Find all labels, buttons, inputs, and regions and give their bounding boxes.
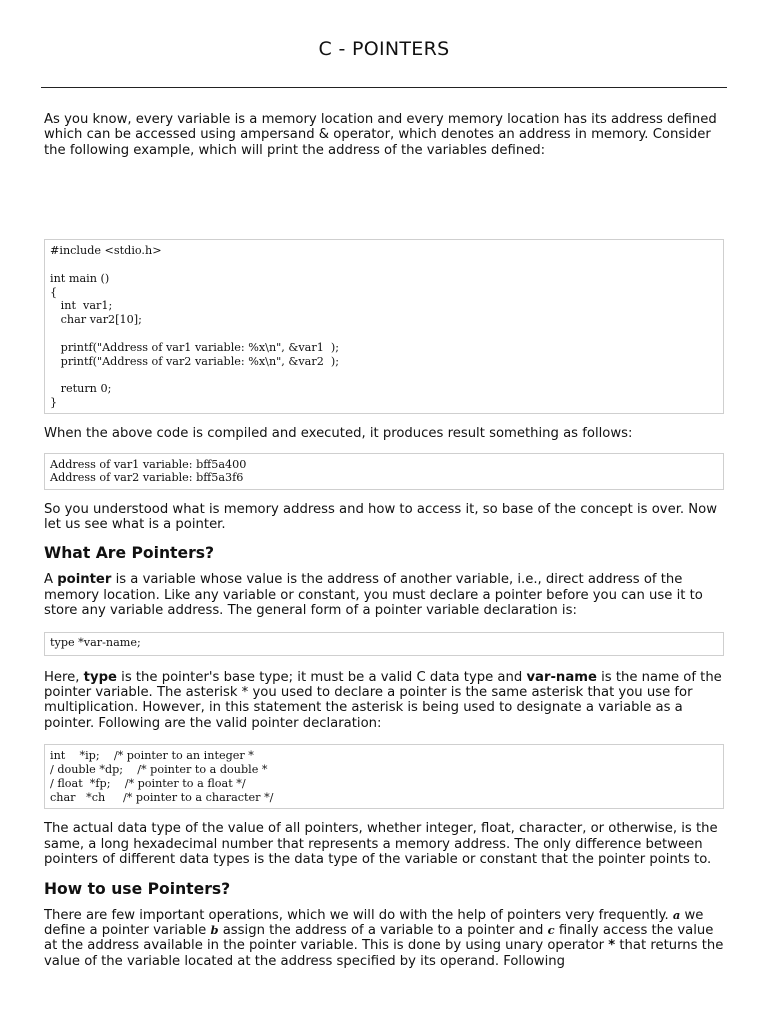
code-line: Address of var2 variable: bff5a3f6 bbox=[50, 471, 244, 485]
after-code-paragraph: When the above code is compiled and executed, it produces result something as follows: bbox=[44, 426, 633, 442]
heading-how-to-use-pointers: How to use Pointers? bbox=[44, 879, 231, 898]
title-divider bbox=[41, 87, 727, 88]
step-b-marker: b bbox=[210, 922, 219, 937]
type-term: type bbox=[83, 669, 117, 685]
code-line: char var2[10]; bbox=[50, 313, 142, 327]
pointer-term: pointer bbox=[57, 572, 112, 588]
code-line: int *ip; /* pointer to an integer * bbox=[50, 749, 254, 763]
code-line: return 0; bbox=[50, 382, 112, 396]
document-page bbox=[44, 0, 724, 969]
code-line: printf("Address of var1 variable: %x\n", &var1 ); bbox=[50, 340, 340, 354]
code-line: type *var-name; bbox=[50, 635, 141, 649]
code-block-declaration-form bbox=[44, 632, 724, 656]
intro-paragraph: As you know, every variable is a memory location and every memory location has its address defined which can be accessed using ampersand & operator, which denotes an address in memory. Consider the following example, which will print the address of the variables defined: bbox=[44, 112, 717, 158]
page-title: C - POINTERS bbox=[318, 38, 450, 60]
step-a-marker: a bbox=[672, 907, 681, 922]
code-line: } bbox=[50, 395, 58, 409]
code-line: / double *dp; /* pointer to a double * bbox=[50, 763, 268, 777]
code-line: / float *fp; /* pointer to a float */ bbox=[50, 776, 246, 790]
code-line bbox=[50, 368, 718, 382]
how-paragraph: There are few important operations, which we will do with the help of pointers very frequently. a we define a pointer variable b assign the address of a variable to a pointer and c finally access the value at the address available in the pointer variable. This is done by using unary operator * that returns the value of the variable located at the address specified by its operand. Following bbox=[44, 907, 724, 969]
step-c-marker: c bbox=[547, 922, 555, 937]
code-line: char *ch /* pointer to a character */ bbox=[50, 790, 274, 804]
here-paragraph: Here, type is the pointer's base type; it must be a valid C data type and var-name is the name of the pointer variable. The asterisk * you used to declare a pointer is the same asterisk that you use for multiplication. However, in this statement the asterisk is being used to designate a variable as a pointer. Following are the valid pointer declaration: bbox=[44, 669, 722, 731]
pointer-definition-paragraph: A pointer is a variable whose value is the address of another variable, i.e., direct address of the memory location. Like any variable or constant, you must declare a pointer before you can use it to store any variable address. The general form of a pointer variable declaration is: bbox=[44, 572, 703, 619]
var-name-term: var-name bbox=[526, 669, 597, 685]
code-block-valid-declarations bbox=[44, 744, 724, 809]
code-line bbox=[50, 327, 718, 341]
code-line bbox=[50, 258, 718, 272]
code-block-example bbox=[44, 239, 724, 414]
code-block-output bbox=[44, 453, 724, 490]
code-line: Address of var1 variable: bff5a400 bbox=[50, 457, 247, 471]
actual-type-paragraph: The actual data type of the value of all pointers, whether integer, float, character, or otherwise, is the same, a long hexadecimal number that represents a memory address. The only difference between pointers of different data types is the data type of the variable or constant that the pointer points to. bbox=[44, 821, 718, 868]
code-line: int var1; bbox=[50, 299, 113, 313]
unary-star-operator: * bbox=[608, 938, 616, 954]
understood-paragraph: So you understood what is memory address and how to access it, so base of the concept is over. Now let us see what is a pointer. bbox=[44, 501, 718, 533]
code-line: #include <stdio.h> bbox=[50, 244, 162, 258]
code-line: printf("Address of var2 variable: %x\n", &var2 ); bbox=[50, 354, 340, 368]
code-line: int main () bbox=[50, 271, 110, 285]
code-line: { bbox=[50, 285, 58, 299]
heading-what-are-pointers: What Are Pointers? bbox=[44, 544, 215, 563]
